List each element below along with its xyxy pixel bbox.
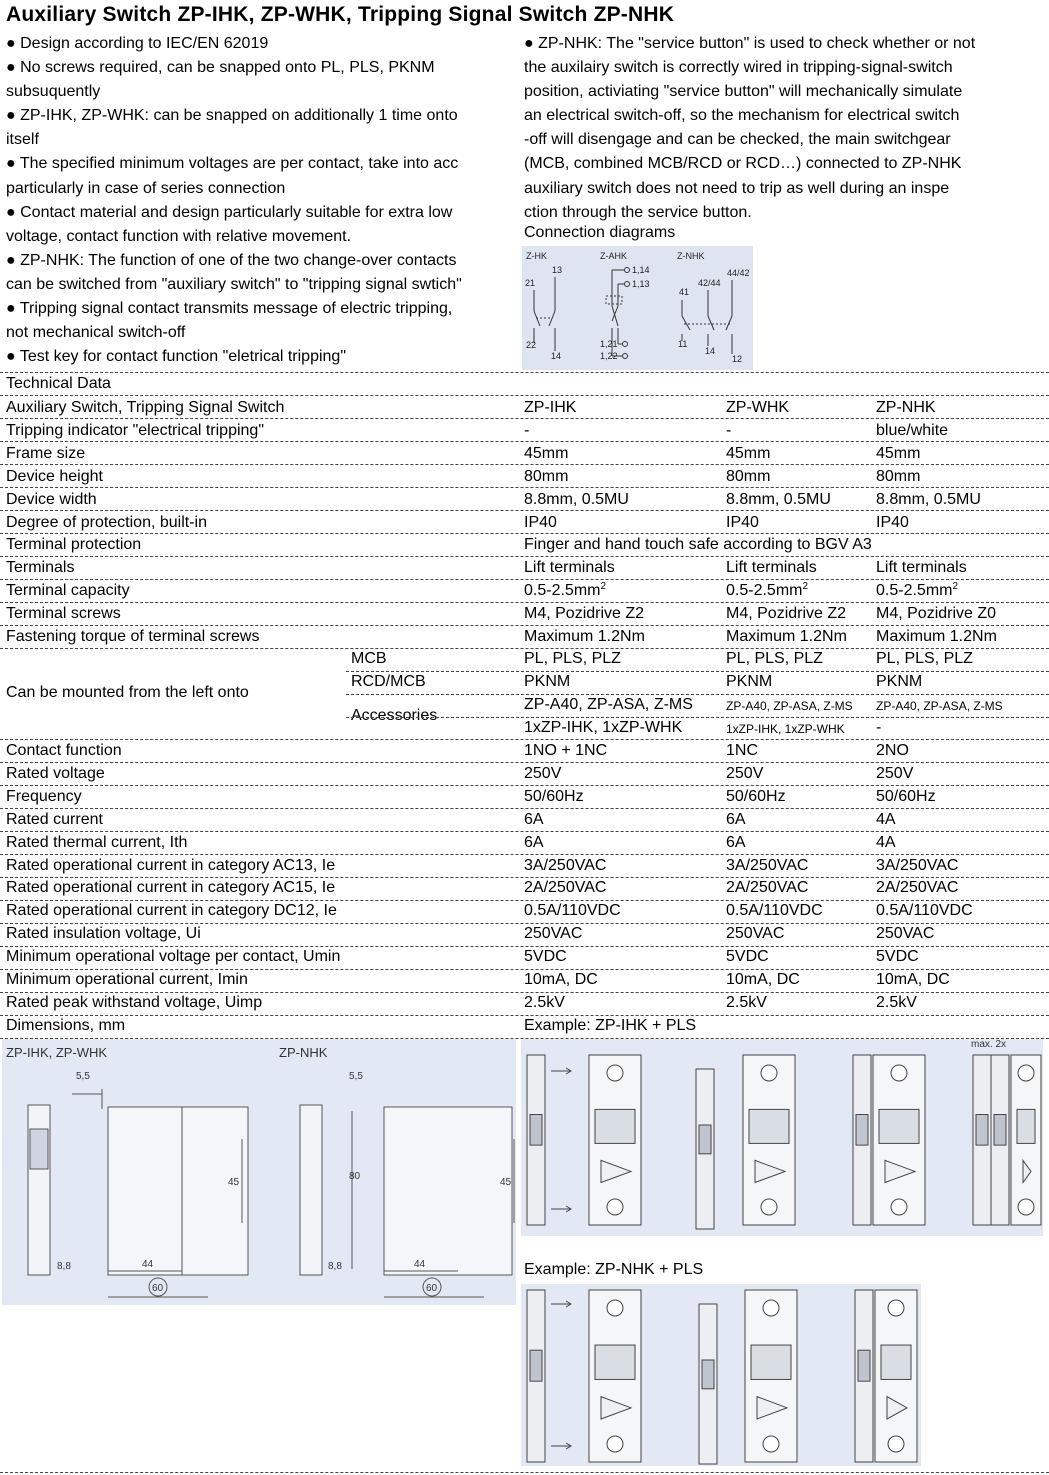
table-row [0, 489, 1049, 512]
row-value: 4A [876, 833, 896, 851]
table-row [0, 397, 1049, 420]
row-divider [0, 556, 1049, 557]
row-divider [0, 923, 1049, 924]
svg-text:14: 14 [551, 351, 562, 361]
dimension-drawing-zp-ihk [6, 1045, 248, 1297]
row-value: Lift terminals [726, 559, 817, 577]
svg-text:5,5: 5,5 [76, 1071, 90, 1082]
service-note-line: -off will disengage and can be checked, the main switchgear [524, 131, 951, 149]
row-value: 250V [524, 764, 562, 782]
row-divider [0, 648, 1049, 649]
row-value: 2A/250VAC [726, 879, 809, 897]
row-value: 1NC [726, 742, 759, 759]
row-value: 10mA, DC [524, 971, 598, 988]
row-value: M4, Pozidrive Z2 [726, 605, 847, 623]
row-value: 80mm [524, 467, 569, 485]
row-value: $0.5-2.5mm^2$ [524, 581, 607, 600]
svg-text:41: 41 [679, 287, 690, 297]
page-title: Auxiliary Switch ZP-IHK, ZP-WHK, Tripping Signal Switch ZP-NHK [6, 3, 675, 26]
row-value: 8.8mm, 0.5MU [876, 490, 981, 508]
feature-line: ● ZP-NHK: The function of one of the two change-over contacts [6, 251, 457, 269]
row-label: Rated insulation voltage, Ui [6, 925, 201, 943]
row-value: ZP-IHK [524, 399, 577, 416]
row-value: 10mA, DC [876, 971, 950, 988]
row-value: IP40 [726, 513, 759, 531]
technical-data-header-row [0, 373, 1049, 396]
table-row [0, 946, 1049, 969]
mount-accessories-label: Accessories [351, 707, 438, 724]
row-divider [346, 671, 1049, 672]
row-divider [0, 785, 1049, 786]
row-divider [0, 1015, 1049, 1016]
table-row [0, 763, 1049, 786]
technical-data-label: Technical Data [6, 375, 111, 392]
row-label: Terminal capacity [6, 582, 130, 600]
row-value: Finger and hand touch safe according to BGV A3 [524, 536, 872, 554]
svg-text:1,14: 1,14 [632, 265, 650, 275]
row-value: Maximum 1.2Nm [726, 628, 847, 645]
dimension-drawing-zp-nhk [279, 1045, 514, 1297]
row-divider [0, 533, 1049, 534]
row-divider [0, 579, 1049, 580]
table-row [0, 580, 1049, 603]
connection-diagram-zahk [600, 251, 650, 361]
svg-text:44/42: 44/42 [727, 268, 750, 278]
row-label: Rated thermal current, Ith [6, 833, 188, 851]
mount-rcd-row: RCD/MCB PKNM PKNM PKNM [351, 673, 923, 690]
row-value: 2A/250VAC [524, 879, 607, 897]
row-divider [0, 854, 1049, 855]
svg-text:44: 44 [414, 1259, 426, 1270]
example-zp-nhk-images [521, 1284, 921, 1466]
row-value: 250VAC [524, 925, 583, 943]
row-value: 3A/250VAC [524, 856, 607, 874]
table-row [0, 420, 1049, 443]
feature-line: subsuquently [6, 83, 101, 101]
service-note-line: an electrical switch-off, so the mechanism for electrical switch [524, 107, 960, 125]
row-divider [0, 900, 1049, 901]
service-note-line: ction through the service button. [524, 203, 752, 221]
features-right [524, 32, 1044, 225]
row-divider [0, 808, 1049, 809]
row-value: 250VAC [876, 925, 935, 943]
feature-line: ● Contact material and design particularly suitable for extra low [6, 203, 453, 221]
row-label: Frame size [6, 444, 86, 462]
row-value: 2.5kV [726, 993, 767, 1011]
row-value: 80mm [876, 467, 921, 485]
service-note-line: the auxilairy switch is correctly wired in tripping-signal-switch [524, 59, 953, 77]
row-value: 250V [876, 764, 914, 782]
row-value: 1NO + 1NC [524, 742, 608, 759]
svg-text:5,5: 5,5 [349, 1071, 363, 1082]
row-label: Rated voltage [6, 764, 105, 782]
svg-text:44: 44 [142, 1259, 154, 1270]
row-value: M4, Pozidrive Z0 [876, 605, 997, 623]
row-divider [0, 441, 1049, 442]
table-row [0, 466, 1049, 489]
row-value: 45mm [726, 444, 771, 462]
row-divider [0, 762, 1049, 763]
row-value: M4, Pozidrive Z2 [524, 605, 645, 623]
svg-text:22: 22 [526, 340, 537, 350]
row-value: 5VDC [524, 948, 567, 966]
svg-text:42/44: 42/44 [698, 278, 721, 288]
svg-text:ZP-NHK: ZP-NHK [279, 1045, 328, 1060]
table-row [0, 877, 1049, 900]
svg-text:8,8: 8,8 [328, 1261, 342, 1272]
svg-text:1,22: 1,22 [600, 351, 618, 361]
svg-text:60: 60 [152, 1283, 164, 1294]
row-divider [0, 877, 1049, 878]
row-value: - [524, 421, 530, 439]
connection-diagram-znhk [677, 251, 750, 364]
row-label: Minimum operational voltage per contact, Umin [6, 948, 341, 966]
feature-line: ● No screws required, can be snapped onto PL, PLS, PKNM [6, 59, 435, 77]
row-value: 10mA, DC [726, 971, 800, 988]
svg-text:ZP-IHK, ZP-WHK: ZP-IHK, ZP-WHK [6, 1045, 108, 1060]
table-row [0, 992, 1049, 1015]
row-value: Lift terminals [524, 559, 615, 577]
svg-text:1,13: 1,13 [632, 279, 650, 289]
row-label: Tripping indicator "electrical tripping" [6, 421, 264, 439]
row-value: 0.5A/110VDC [524, 902, 621, 920]
svg-text:80: 80 [349, 1171, 361, 1182]
feature-line: ● The specified minimum voltages are per contact, take into acc [6, 155, 459, 173]
row-divider [0, 1472, 1049, 1473]
row-divider [0, 395, 1049, 396]
table-row [0, 740, 1049, 763]
row-divider [0, 602, 1049, 603]
table-row [0, 557, 1049, 580]
row-divider [0, 372, 1049, 373]
row-label: Rated current [6, 810, 103, 828]
row-value: 2.5kV [876, 993, 917, 1011]
row-divider [346, 694, 1049, 695]
mount-label: Can be mounted from the left onto [6, 684, 249, 701]
table-row [0, 603, 1049, 626]
row-label: Device width [6, 490, 97, 508]
feature-line: itself [6, 131, 39, 149]
svg-text:60: 60 [426, 1283, 438, 1294]
row-divider [0, 946, 1049, 947]
row-divider [0, 418, 1049, 419]
service-note-line: auxiliary switch does not need to trip as well during an inspe [524, 179, 950, 197]
row-label: Terminal screws [6, 605, 121, 623]
diagram-label-zhk: Z-HK [526, 251, 547, 261]
table-row [0, 855, 1049, 878]
row-label: Minimum operational current, Imin [6, 971, 248, 988]
svg-text:14: 14 [705, 346, 716, 356]
max-2x-label: max. 2x [971, 1039, 1007, 1050]
row-value: 6A [524, 810, 544, 828]
dimension-drawings [2, 1039, 516, 1305]
connection-diagrams [522, 246, 753, 370]
row-value: 80mm [726, 467, 771, 485]
row-value: 6A [524, 833, 544, 851]
row-label: Device height [6, 467, 103, 485]
diagram-label-znhk: Z-NHK [677, 251, 705, 261]
table-row [0, 969, 1049, 992]
table-row [0, 786, 1049, 809]
row-value: 3A/250VAC [876, 856, 959, 874]
row-value: 8.8mm, 0.5MU [524, 490, 629, 508]
row-value: 50/60Hz [524, 787, 584, 805]
table-row [0, 809, 1049, 832]
table-row [0, 443, 1049, 466]
service-note-line: position, activiating "service button" will mechanically simulate [524, 83, 963, 101]
table-row [0, 626, 1049, 649]
row-divider [0, 992, 1049, 993]
row-value: Maximum 1.2Nm [876, 628, 997, 645]
svg-text:45: 45 [500, 1177, 512, 1188]
row-divider [0, 831, 1049, 832]
dimensions-row: Dimensions, mm Example: ZP-IHK + PLS [6, 1017, 697, 1034]
table-row [0, 512, 1049, 535]
row-value: Maximum 1.2Nm [524, 628, 645, 645]
feature-line: can be switched from "auxiliary switch" to "tripping signal swtich" [6, 275, 462, 293]
row-value: IP40 [524, 513, 557, 531]
feature-line: ● Tripping signal contact transmits message of electric tripping, [6, 300, 453, 318]
row-value: ZP-NHK [876, 399, 936, 416]
svg-text:1,21: 1,21 [600, 339, 618, 349]
row-value: 2.5kV [524, 993, 565, 1011]
row-divider [0, 487, 1049, 488]
feature-line: voltage, contact function with relative movement. [6, 227, 352, 245]
row-divider [0, 625, 1049, 626]
row-value: 250VAC [726, 925, 785, 943]
row-value: 0.5A/110VDC [876, 902, 973, 920]
row-value: $0.5-2.5mm^2$ [726, 581, 809, 600]
row-value: 5VDC [726, 948, 769, 966]
row-label: Auxiliary Switch, Tripping Signal Switch [6, 399, 285, 416]
row-value: 6A [726, 833, 746, 851]
connection-diagrams-label: Connection diagrams [524, 224, 676, 241]
example2-label: Example: ZP-NHK + PLS [524, 1261, 704, 1278]
svg-text:8,8: 8,8 [57, 1261, 71, 1272]
row-value: 50/60Hz [726, 787, 786, 805]
row-label: Terminal protection [6, 536, 142, 554]
row-value: 0.5A/110VDC [726, 902, 823, 920]
feature-line: ● Design according to IEC/EN 62019 [6, 35, 269, 52]
row-label: Rated operational current in category AC13, Ie [6, 856, 336, 874]
service-note-line: ● ZP-NHK: The "service button" is used to check whether or not [524, 35, 976, 52]
feature-line: particularly in case of series connection [6, 179, 286, 197]
row-value: - [726, 421, 732, 439]
row-divider [0, 464, 1049, 465]
row-value: 2NO [876, 742, 909, 759]
row-value: 4A [876, 810, 896, 828]
service-note-line: (MCB, combined MCB/RCD or RCD…) connected to ZP-NHK [524, 155, 962, 173]
diagram-label-zahk: Z-AHK [600, 251, 627, 261]
feature-line: not mechanical switch-off [6, 324, 186, 342]
feature-line: ● Test key for contact function "eletrical tripping" [6, 348, 346, 366]
row-value: IP40 [876, 513, 909, 531]
row-divider [0, 739, 1049, 740]
table-row [0, 832, 1049, 855]
table-row [0, 534, 1049, 557]
example-zp-ihk-images [521, 1039, 1043, 1236]
svg-text:13: 13 [552, 265, 563, 275]
row-label: Frequency [6, 787, 82, 805]
row-value: 8.8mm, 0.5MU [726, 490, 831, 508]
row-value: 3A/250VAC [726, 856, 809, 874]
connection-diagram-zhk [525, 251, 562, 361]
row-label: Rated operational current in category AC15, Ie [6, 879, 336, 897]
svg-text:12: 12 [732, 354, 743, 364]
row-value: blue/white [876, 421, 949, 439]
feature-line: ● ZP-IHK, ZP-WHK: can be snapped on additionally 1 time onto [6, 107, 458, 125]
row-value: 5VDC [876, 948, 919, 966]
features-left [6, 32, 520, 369]
row-value: 2A/250VAC [876, 879, 959, 897]
row-value: 6A [726, 810, 746, 828]
row-label: Contact function [6, 742, 122, 759]
svg-text:21: 21 [525, 278, 536, 288]
row-label: Rated operational current in category DC12, Ie [6, 902, 337, 920]
table-row [0, 900, 1049, 923]
row-divider [346, 717, 1049, 718]
row-value: 45mm [876, 444, 921, 462]
svg-text:45: 45 [228, 1177, 240, 1188]
mount-accessories-row-2: 1xZP-IHK, 1xZP-WHK 1xZP-IHK, 1xZP-WHK - [524, 719, 882, 736]
row-divider [0, 969, 1049, 970]
mount-mcb-row: MCB PL, PLS, PLZ PL, PLS, PLZ PL, PLS, PLZ [351, 650, 973, 667]
row-label: Rated peak withstand voltage, Uimp [6, 993, 263, 1011]
row-value: $0.5-2.5mm^2$ [876, 581, 959, 600]
row-value: 45mm [524, 444, 569, 462]
mount-accessories-row: ZP-A40, ZP-ASA, Z-MS ZP-A40, ZP-ASA, Z-MS ZP-A40, ZP-ASA, Z-MS [524, 696, 1003, 713]
table-row [0, 923, 1049, 946]
row-value: ZP-WHK [726, 399, 790, 416]
row-divider [0, 510, 1049, 511]
row-label: Degree of protection, built-in [6, 513, 207, 531]
row-value: 50/60Hz [876, 787, 936, 805]
row-label: Terminals [6, 559, 75, 577]
row-value: 250V [726, 764, 764, 782]
row-label: Fastening torque of terminal screws [6, 628, 260, 645]
svg-text:11: 11 [678, 339, 688, 349]
row-value: Lift terminals [876, 559, 967, 577]
